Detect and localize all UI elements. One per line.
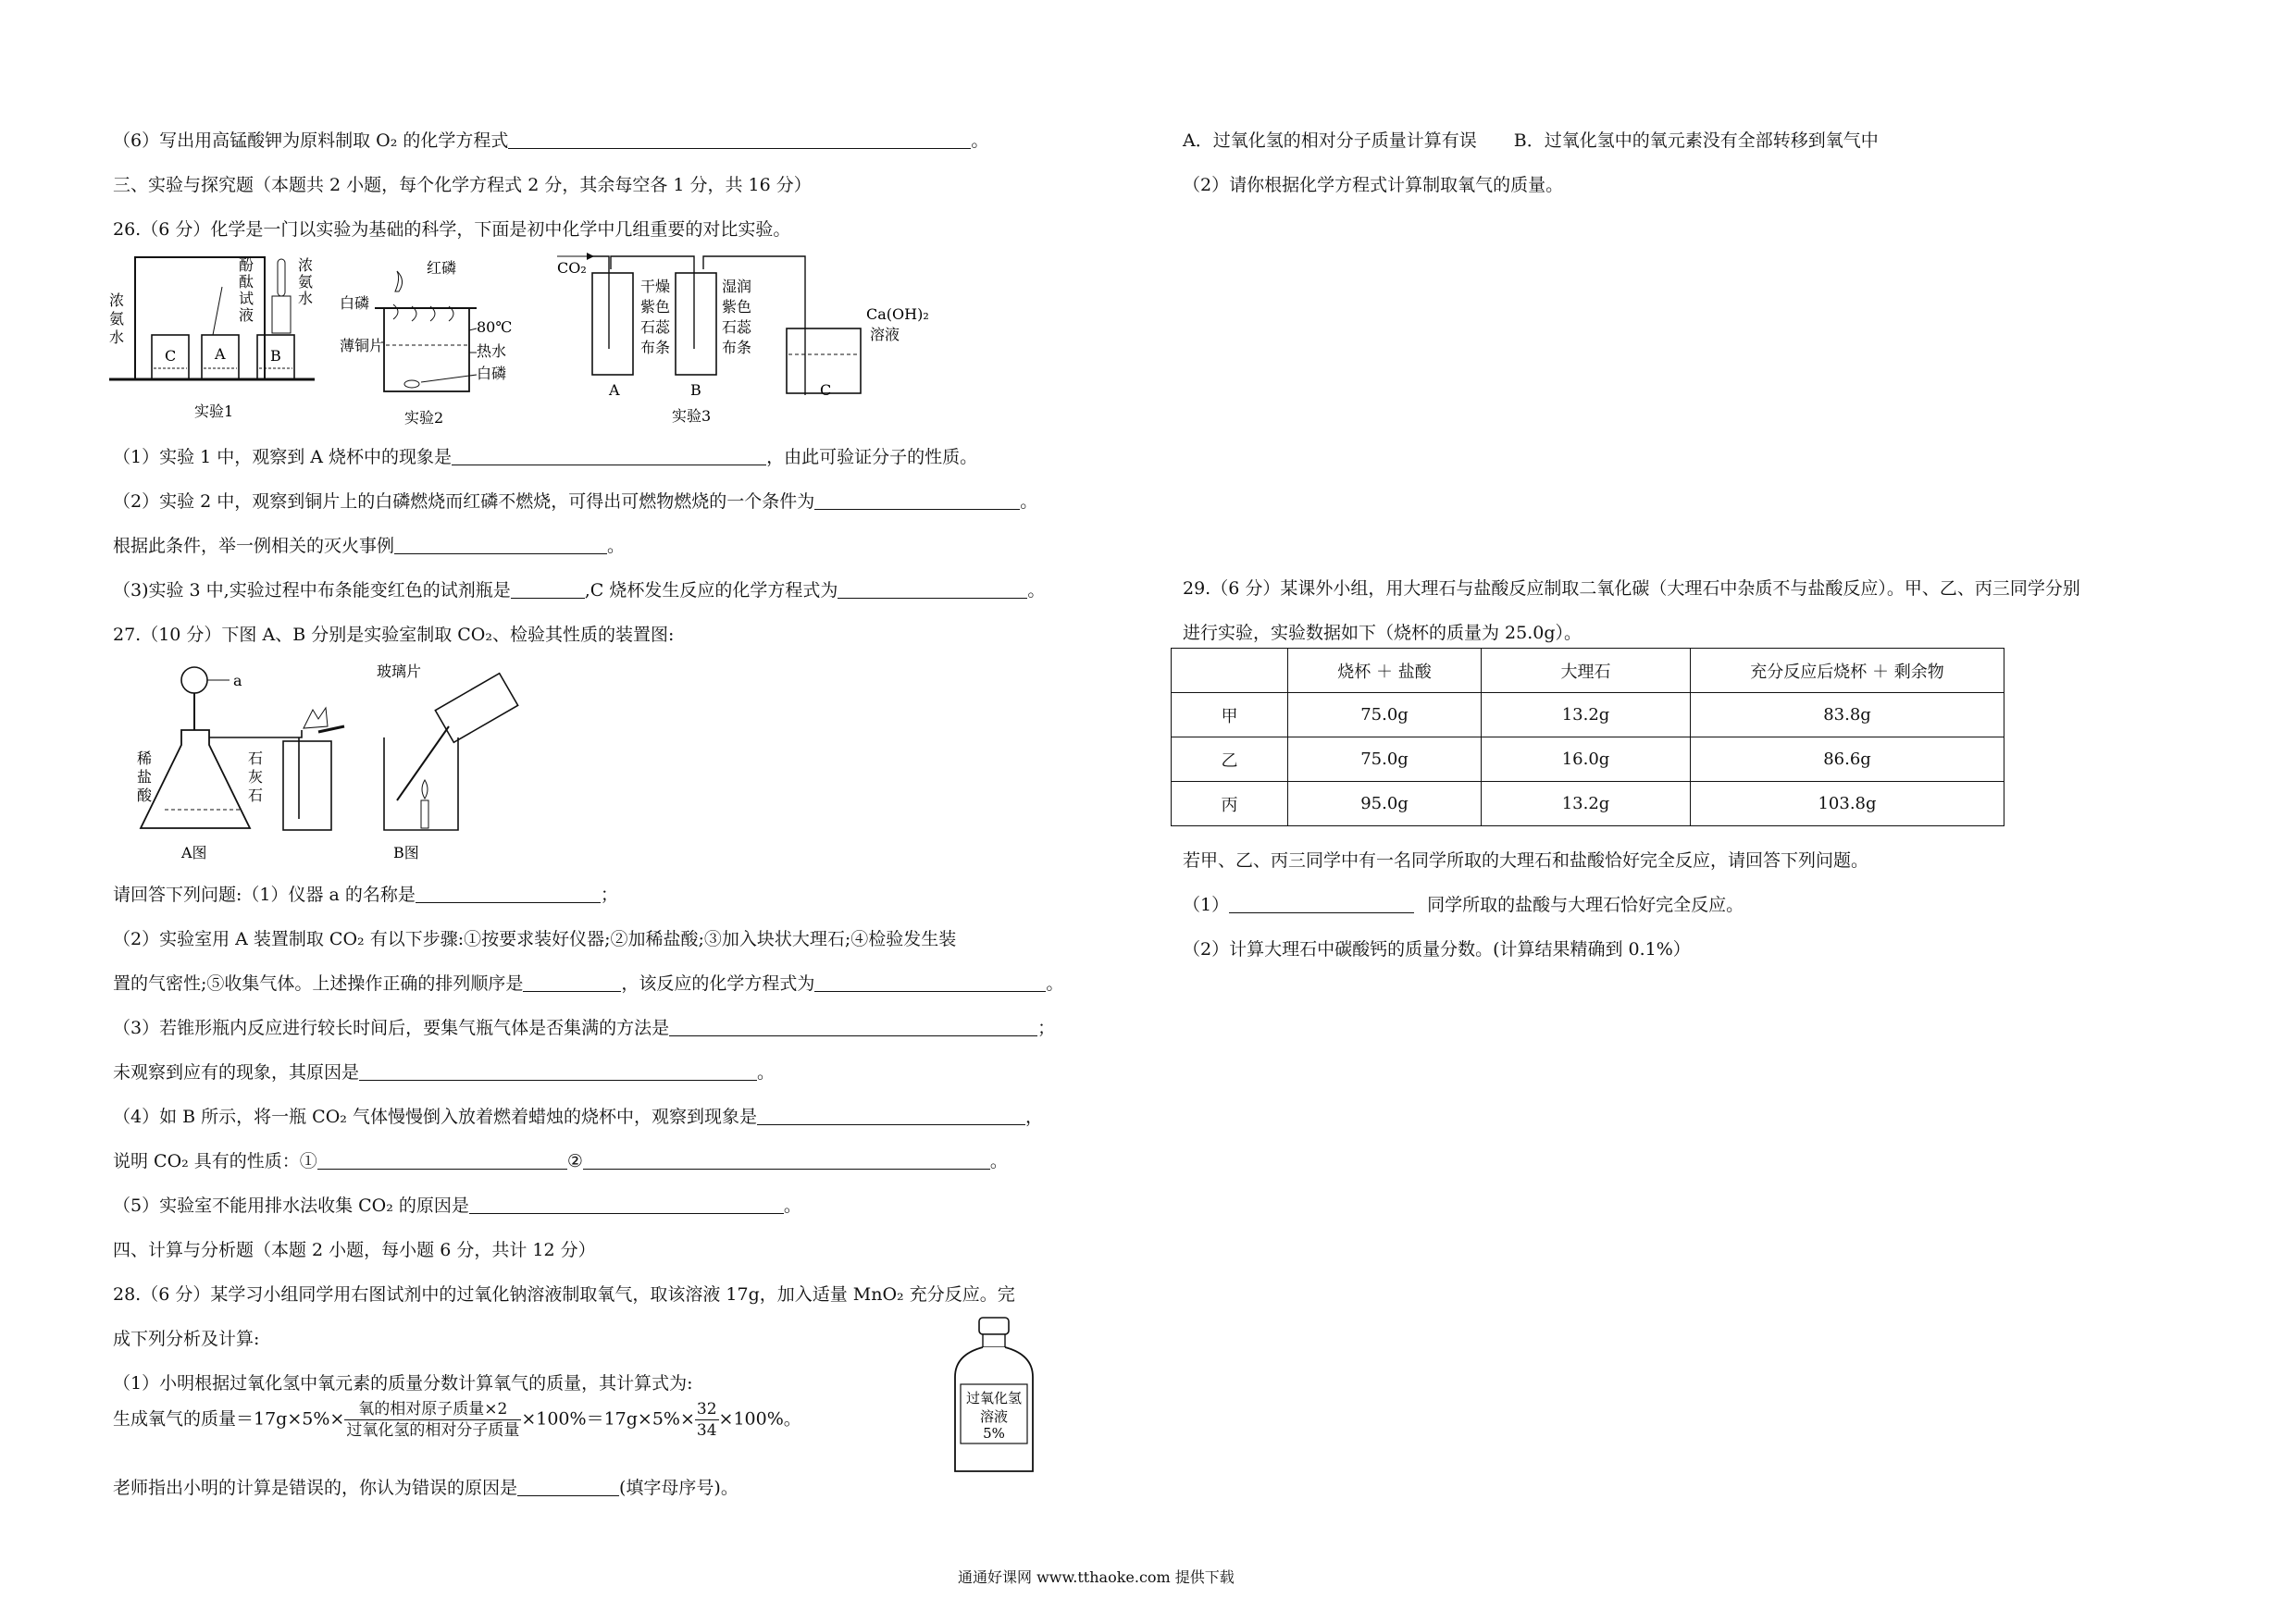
q25-6-text: （6）写出用高锰酸钾为原料制取 O₂ 的化学方程式	[113, 130, 509, 151]
table-row: 甲 75.0g 13.2g 83.8g	[1172, 693, 2004, 737]
figure-a-caption: A图	[181, 844, 207, 861]
formula-line: 生成氧气的质量＝17g×5%× $\frac{\text{氧的相对原子质量×2}}{\text{过氧化氢的相对分子质量}}$ ×100%＝17g×5%× $\frac{32}{34}$ ×100%。	[113, 1400, 801, 1440]
q29-2: （2）计算大理石中碳酸钙的质量分数。(计算结果精确到 0.1%）	[1183, 939, 1691, 960]
answer-blank[interactable]	[359, 1063, 757, 1081]
answer-blank[interactable]	[838, 581, 1027, 599]
question-28: 28.（6 分）某学习小组同学用右图试剂中的过氧化钠溶液制取氧气，取该溶液 17g，加入适量 MnO₂ 充分反应。完	[113, 1284, 1015, 1305]
svg-text:布条: 布条	[640, 339, 671, 356]
figure-b-apparatus	[375, 652, 541, 865]
q27-3: （3）若锥形瓶内反应进行较长时间后，要集气瓶气体是否集满的方法是 ；	[113, 1018, 1056, 1038]
q28-1: （1）小明根据过氧化氢中氧元素的质量分数计算氧气的质量，其计算式为:	[113, 1373, 693, 1394]
q25-6: （6）写出用高锰酸钾为原料制取 O₂ 的化学方程式 。	[113, 130, 989, 151]
experiment-2-caption: 实验2	[404, 409, 444, 427]
svg-text:湿润: 湿润	[722, 278, 752, 295]
experiment-data-table	[1171, 648, 2004, 826]
svg-text:水: 水	[298, 290, 314, 307]
svg-text:试: 试	[239, 290, 254, 307]
svg-text:红磷: 红磷	[427, 259, 457, 277]
beaker-c-label: C	[165, 347, 177, 365]
svg-text:玻璃片: 玻璃片	[377, 663, 422, 680]
fraction-1: $\frac{\text{氧的相对原子质量×2}}{\text{过氧化氢的相对分子质量}}$	[346, 1400, 520, 1440]
question-28-cont: 成下列分析及计算:	[113, 1329, 260, 1349]
experiment-3-figure	[555, 245, 929, 430]
svg-text:酞: 酞	[239, 273, 254, 291]
option-b[interactable]: B．过氧化氢中的氧元素没有全部转移到氧气中	[1513, 130, 1879, 151]
q26-3: （3)实验 3 中,实验过程中布条能变红色的试剂瓶是 ,C 烧杯发生反应的化学方程式为 。	[113, 580, 1046, 601]
answer-blank[interactable]	[508, 131, 971, 149]
svg-text:布条: 布条	[722, 339, 752, 356]
question-29: 29.（6 分）某课外小组，用大理石与盐酸反应制取二氧化碳（大理石中杂质不与盐酸反应）。甲、乙、丙三同学分别	[1183, 578, 2080, 599]
q28-2: （2）请你根据化学方程式计算制取氧气的质量。	[1183, 175, 1564, 195]
svg-text:稀: 稀	[137, 750, 153, 767]
svg-text:B: B	[690, 381, 701, 399]
fraction-2: $\frac{32}{34}$	[696, 1400, 717, 1440]
answer-blank[interactable]	[814, 492, 1020, 510]
answer-blank[interactable]	[814, 974, 1046, 992]
q27-3-reason: 未观察到应有的现象，其原因是 。	[113, 1062, 776, 1083]
svg-text:酸: 酸	[137, 787, 153, 804]
figure-b-caption: B图	[393, 844, 419, 861]
q27-5: （5）实验室不能用排水法收集 CO₂ 的原因是 。	[113, 1196, 801, 1216]
svg-text:薄铜片: 薄铜片	[340, 337, 385, 354]
reagent-bottle-figure	[944, 1314, 1046, 1481]
answer-blank[interactable]	[452, 448, 766, 465]
svg-text:80℃: 80℃	[477, 318, 513, 336]
svg-text:石蕊: 石蕊	[640, 318, 671, 336]
q27-2: （2）实验室用 A 装置制取 CO₂ 有以下步骤:①按要求装好仪器;②加稀盐酸;③加入块状大理石;④检验发生装	[113, 929, 957, 949]
svg-text:CO₂: CO₂	[557, 259, 587, 277]
section-4-title: 四、计算与分析题（本题 2 小题，每小题 6 分，共计 12 分）	[113, 1240, 596, 1260]
svg-text:溶液: 溶液	[870, 326, 900, 343]
experiment-2-figure	[338, 254, 541, 430]
svg-text:水: 水	[109, 328, 125, 346]
answer-blank[interactable]	[469, 1196, 784, 1214]
svg-text:A: A	[609, 381, 620, 399]
q29-1: （1） 同学所取的盐酸与大理石恰好完全反应。	[1183, 895, 1744, 915]
answer-blank[interactable]	[317, 1152, 567, 1170]
experiment-3-caption: 实验3	[672, 407, 712, 425]
question-29-cont: 进行实验，实验数据如下（烧杯的质量为 25.0g）。	[1183, 623, 1582, 643]
answer-blank[interactable]	[1229, 896, 1414, 913]
experiment-1-caption: 实验1	[194, 403, 234, 420]
q27-2-order: 置的气密性;⑤收集气体。上述操作正确的排列顺序是 ，该反应的化学方程式为 。	[113, 973, 1064, 994]
option-a[interactable]: A．过氧化氢的相对分子质量计算有误	[1183, 130, 1477, 151]
q28-error: 老师指出小明的计算是错误的，你认为错误的原因是 (填字母序号)。	[113, 1478, 738, 1498]
answer-blank[interactable]	[511, 581, 585, 599]
svg-text:白磷: 白磷	[340, 294, 370, 312]
question-26: 26.（6 分）化学是一门以实验为基础的科学，下面是初中化学中几组重要的对比实验。	[113, 219, 791, 240]
beaker-a-label: A	[215, 345, 226, 363]
svg-text:紫色: 紫色	[722, 298, 752, 316]
table-header-row: 烧杯 ＋ 盐酸 大理石 充分反应后烧杯 ＋ 剩余物	[1172, 649, 2004, 693]
svg-text:酚: 酚	[239, 256, 254, 274]
svg-text:浓: 浓	[298, 256, 314, 274]
q26-2-extinguish: 根据此条件，举一例相关的灭火事例 。	[113, 536, 626, 556]
svg-text:石蕊: 石蕊	[722, 318, 752, 336]
answer-blank[interactable]	[583, 1152, 990, 1170]
answer-blank[interactable]	[757, 1108, 1025, 1125]
svg-text:紫色: 紫色	[640, 298, 671, 316]
svg-text:干燥: 干燥	[640, 278, 671, 295]
page-footer: 通通好课网 www.tthaoke.com 提供下载	[958, 1568, 1235, 1586]
svg-text:灰: 灰	[248, 768, 264, 786]
svg-text:氨: 氨	[298, 273, 314, 291]
answer-blank[interactable]	[416, 886, 601, 903]
experiment-1-figure	[109, 250, 322, 426]
q27-4: （4）如 B 所示，将一瓶 CO₂ 气体慢慢倒入放着燃着蜡烛的烧杯中，观察到现象是 ，	[113, 1107, 1043, 1127]
svg-text:液: 液	[239, 306, 254, 324]
table-row: 丙 95.0g 13.2g 103.8g	[1172, 782, 2004, 826]
svg-text:C: C	[820, 381, 832, 399]
q29-condition: 若甲、乙、丙三同学中有一名同学所取的大理石和盐酸恰好完全反应，请回答下列问题。	[1183, 850, 1869, 871]
svg-text:石: 石	[248, 787, 264, 804]
section-3-title: 三、实验与探究题（本题共 2 小题，每个化学方程式 2 分，其余每空各 1 分，共 16 分）	[113, 175, 812, 195]
svg-text:氨: 氨	[109, 310, 125, 328]
svg-text:热水: 热水	[477, 342, 507, 360]
options-row	[1183, 130, 1879, 152]
answer-blank[interactable]	[394, 537, 607, 554]
svg-text:过氧化氢: 过氧化氢	[965, 1390, 1023, 1406]
svg-text:a: a	[233, 672, 242, 689]
answer-blank[interactable]	[669, 1019, 1037, 1036]
beaker-b-label: B	[270, 347, 281, 365]
question-27: 27.（10 分）下图 A、B 分别是实验室制取 CO₂、检验其性质的装置图:	[113, 625, 675, 645]
q26-1: （1）实验 1 中，观察到 A 烧杯中的现象是 ，由此可验证分子的性质。	[113, 447, 978, 467]
svg-text:白磷: 白磷	[477, 365, 507, 382]
figure-a-apparatus	[137, 652, 359, 865]
q26-2: （2）实验 2 中，观察到铜片上的白磷燃烧而红磷不燃烧，可得出可燃物燃烧的一个条件为 。	[113, 491, 1038, 512]
answer-blank[interactable]	[517, 1479, 619, 1496]
svg-text:5%: 5%	[983, 1425, 1005, 1442]
table-row: 乙 75.0g 16.0g 86.6g	[1172, 737, 2004, 782]
svg-text:Ca(OH)₂: Ca(OH)₂	[866, 305, 929, 323]
svg-text:浓: 浓	[109, 291, 125, 309]
svg-text:溶液: 溶液	[979, 1408, 1009, 1425]
svg-text:石: 石	[248, 750, 264, 767]
svg-text:盐: 盐	[137, 768, 153, 786]
q27-4-property: 说明 CO₂ 具有的性质：① ② 。	[113, 1151, 1008, 1171]
answer-blank[interactable]	[523, 974, 621, 992]
q27-1: 请回答下列问题:（1）仪器 a 的名称是 ；	[113, 885, 618, 905]
